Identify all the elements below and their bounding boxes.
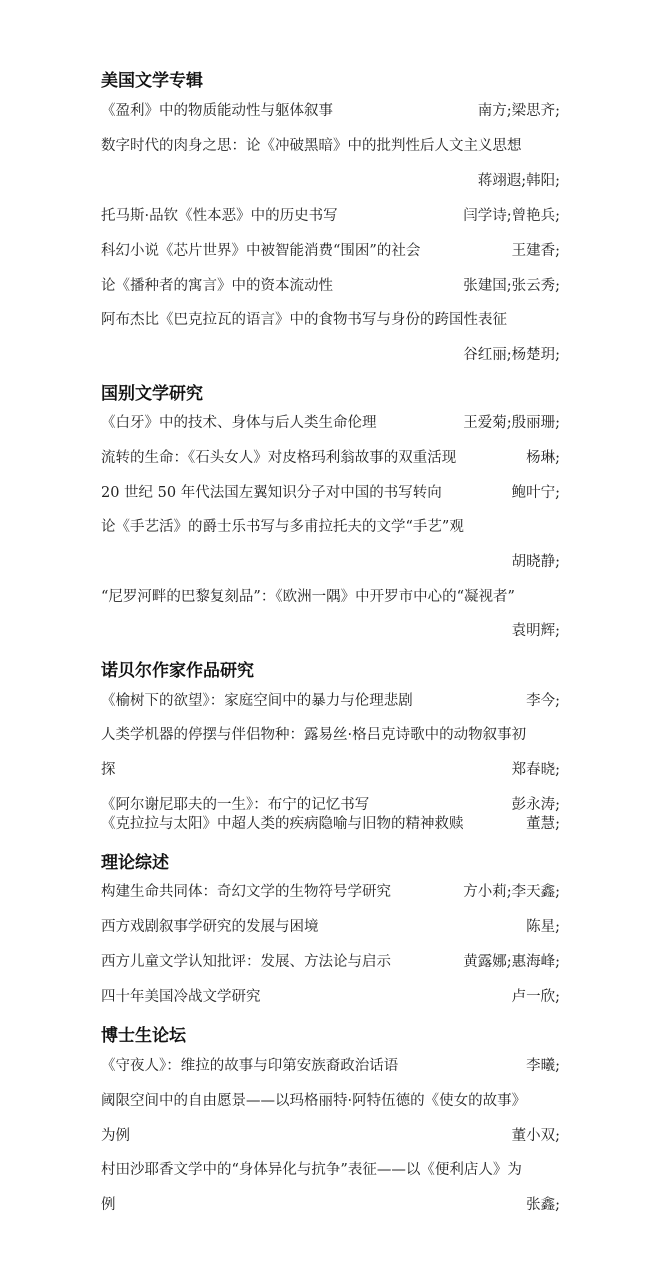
article-title-continued: 探 [101, 762, 116, 778]
article-title: 数字时代的肉身之思：论《冲破黑暗》中的批判性后人文主义思想 [101, 138, 522, 154]
article-authors: 方小莉;李天鑫; [463, 884, 560, 900]
article-authors: 李曦; [526, 1058, 560, 1074]
article-authors: 王建香; [511, 243, 560, 259]
article-title: 托马斯·品钦《性本恶》中的历史书写 [101, 208, 338, 224]
article-authors: 南方;梁思齐; [477, 103, 560, 119]
article-title: 阿布杰比《巴克拉瓦的语言》中的食物书写与身份的跨国性表征 [101, 312, 507, 328]
article-title: 《榆树下的欲望》：家庭空间中的暴力与伦理悲剧 [101, 693, 413, 709]
article-authors: 袁明辉; [511, 623, 560, 639]
section-heading: 博士生论坛 [101, 1026, 186, 1046]
article-title-continued: 例 [101, 1197, 116, 1213]
article-title: “尼罗河畔的巴黎复刻品”：《欧洲一隅》中开罗市中心的“凝视者” [101, 589, 515, 605]
article-title: 四十年美国冷战文学研究 [101, 989, 261, 1005]
article-authors: 董慧; [526, 816, 560, 832]
article-title-continued: 为例 [101, 1128, 130, 1144]
article-authors: 张建国;张云秀; [463, 278, 560, 294]
article-title: 村田沙耶香文学中的“身体异化与抗争”表征——以《便利店人》为 [101, 1162, 522, 1178]
article-title: 《白牙》中的技术、身体与后人类生命伦理 [101, 415, 377, 431]
article-title: 论《手艺活》的爵士乐书写与多甫拉托夫的文学“手艺”观 [101, 519, 464, 535]
article-authors: 张鑫; [526, 1197, 560, 1213]
article-authors: 黄露娜;惠海峰; [463, 954, 560, 970]
section-heading: 理论综述 [101, 853, 169, 873]
article-authors: 蒋翊遐;韩阳; [477, 173, 560, 189]
article-authors: 鲍叶宁; [511, 485, 560, 501]
article-authors: 谷红丽;杨楚玥; [463, 347, 560, 363]
article-authors: 郑春晓; [511, 762, 560, 778]
article-authors: 陈星; [526, 919, 560, 935]
article-title: 《守夜人》：维拉的故事与印第安族裔政治话语 [101, 1058, 399, 1074]
article-authors: 杨琳; [526, 450, 560, 466]
article-title: 西方戏剧叙事学研究的发展与困境 [101, 919, 319, 935]
section-heading: 诺贝尔作家作品研究 [101, 661, 254, 681]
article-title: 科幻小说《芯片世界》中被智能消费“围困”的社会 [101, 243, 421, 259]
article-title: 《克拉拉与太阳》中超人类的疾病隐喻与旧物的精神救赎 [101, 816, 464, 832]
article-title: 20 世纪 50 年代法国左翼知识分子对中国的书写转向 [101, 485, 442, 501]
article-authors: 王爱菊;殷丽珊; [463, 415, 560, 431]
article-title: 论《播种者的寓言》中的资本流动性 [101, 278, 333, 294]
section-heading: 国别文学研究 [101, 384, 203, 404]
article-title: 《盈利》中的物质能动性与躯体叙事 [101, 103, 333, 119]
article-title: 流转的生命：《石头女人》对皮格玛利翁故事的双重活现 [101, 450, 457, 466]
article-title: 阈限空间中的自由愿景——以玛格丽特·阿特伍德的《使女的故事》 [101, 1093, 527, 1109]
article-title: 《阿尔谢尼耶夫的一生》：布宁的记忆书写 [101, 797, 370, 813]
article-title: 构建生命共同体：奇幻文学的生物符号学研究 [101, 884, 391, 900]
article-title: 人类学机器的停摆与伴侣物种：露易丝·格吕克诗歌中的动物叙事初 [101, 727, 527, 743]
article-authors: 董小双; [511, 1128, 560, 1144]
article-authors: 卢一欣; [511, 989, 560, 1005]
article-authors: 彭永涛; [511, 797, 560, 813]
article-authors: 胡晓静; [511, 554, 560, 570]
article-authors: 李今; [526, 693, 560, 709]
section-heading: 美国文学专辑 [101, 71, 203, 91]
article-authors: 闫学诗;曾艳兵; [463, 208, 560, 224]
article-title: 西方儿童文学认知批评：发展、方法论与启示 [101, 954, 391, 970]
